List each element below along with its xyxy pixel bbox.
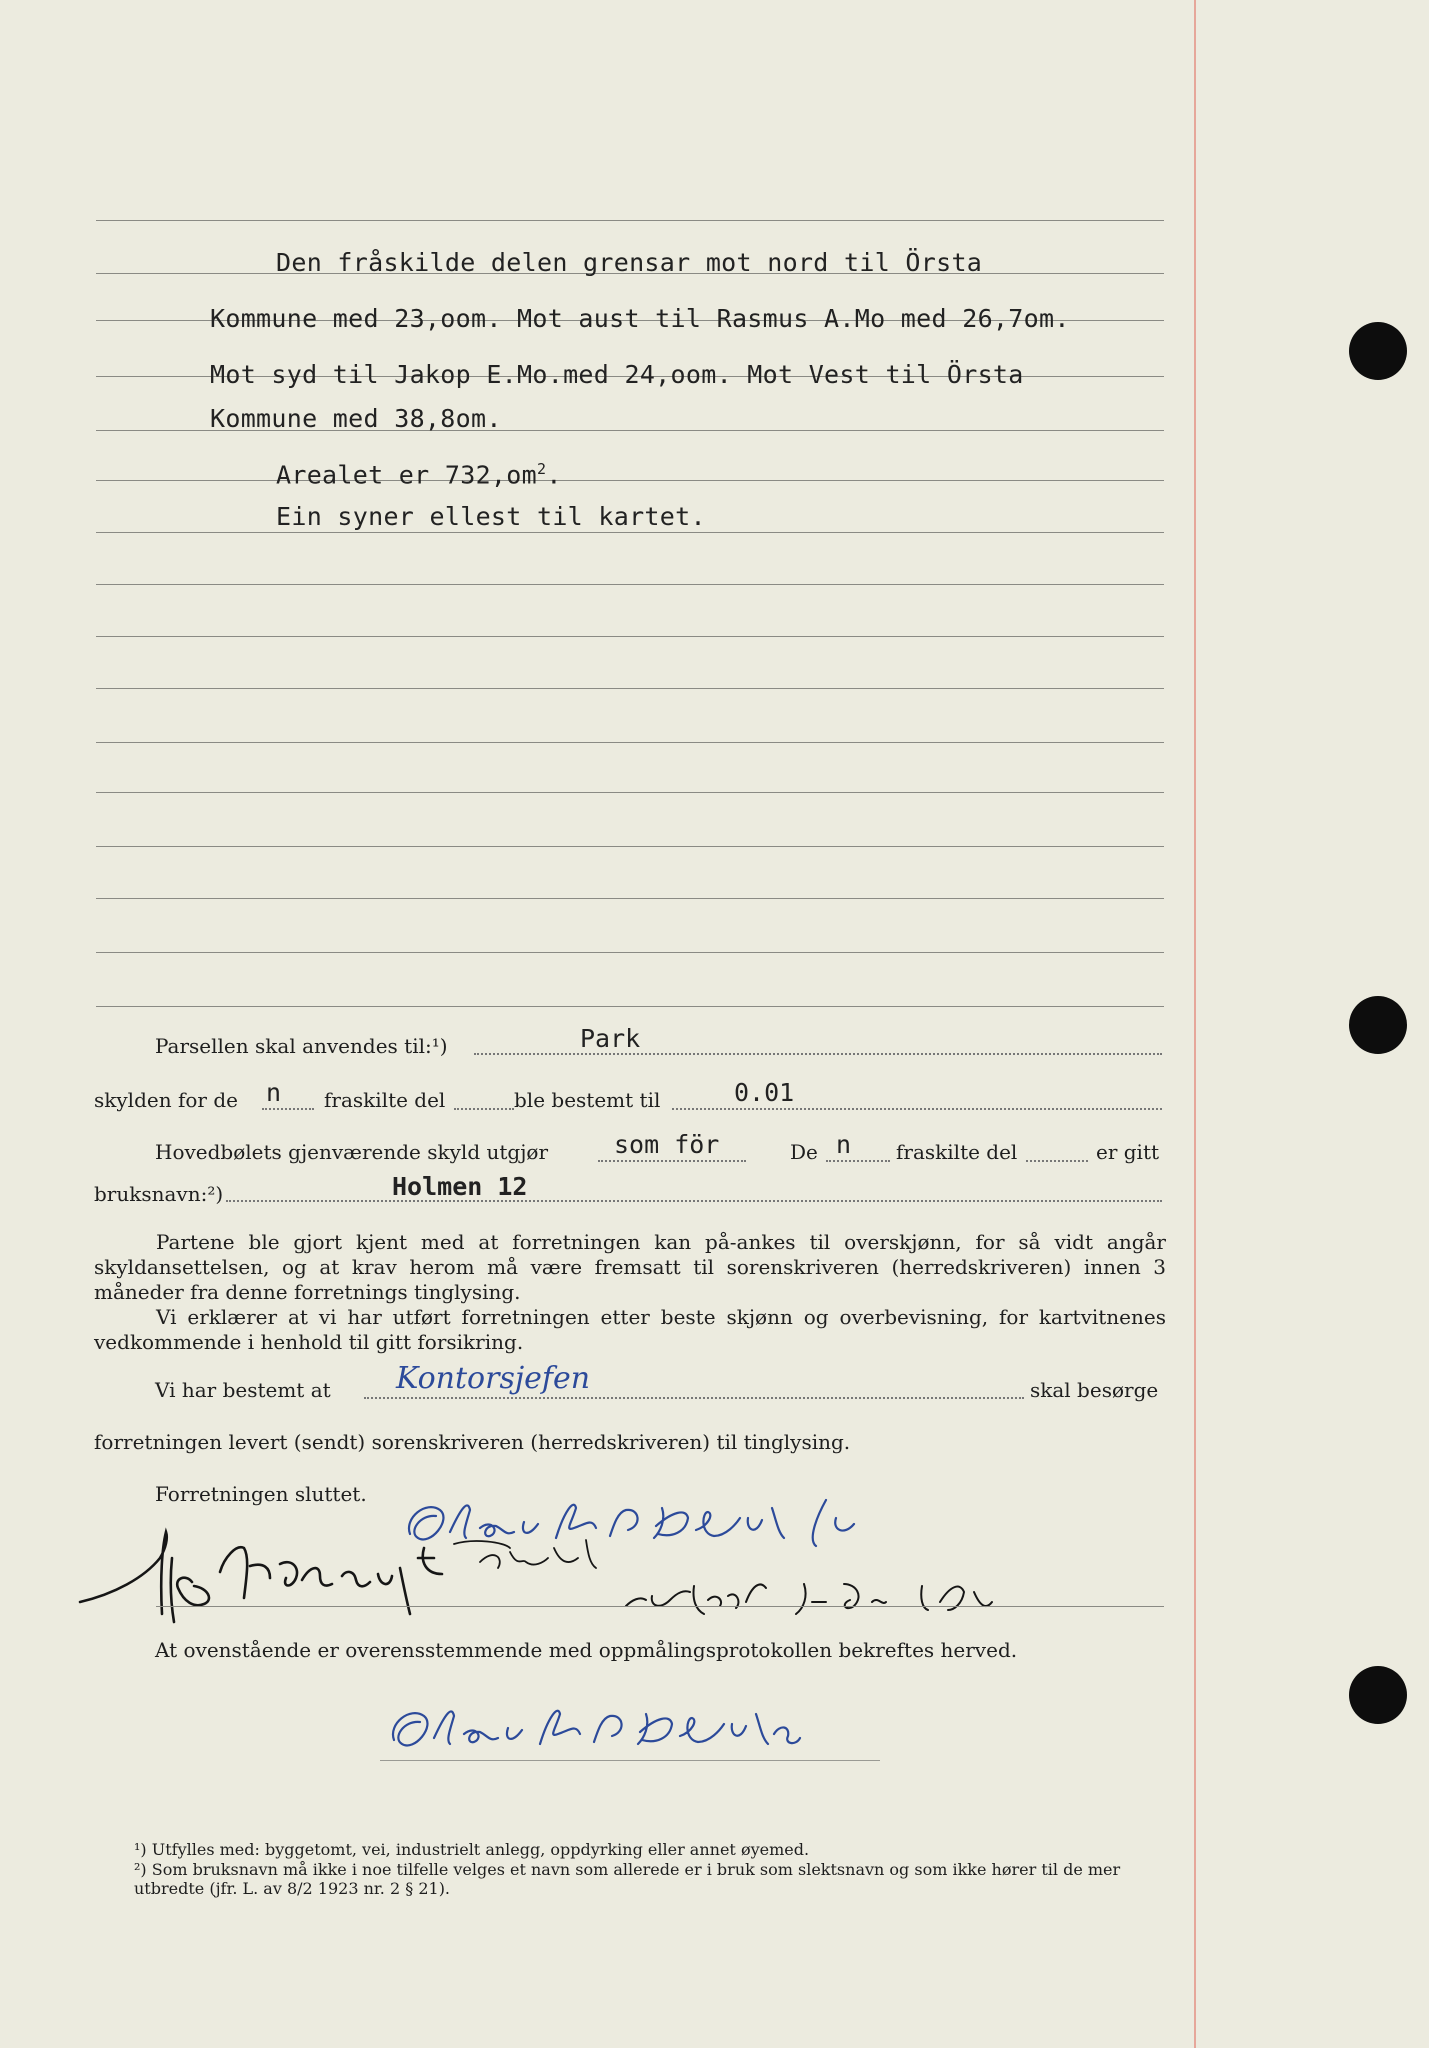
ruled-line <box>96 636 1164 637</box>
kontorsjefen-handwriting <box>392 1356 752 1404</box>
footnote-2: ²) Som bruksnavn må ikke i noe tilfelle velges et navn som allerede er i bruk som slektsnavn og som ikke hører til de mer utbredte (jfr. L. av 8/2 1923 nr. 2 § 21). <box>134 1860 1121 1898</box>
signature-rule <box>156 1606 1164 1607</box>
ruled-line <box>96 480 1164 481</box>
parsellen-dots <box>474 1053 1162 1055</box>
hovedbol-dots <box>598 1160 746 1162</box>
forretningen-levert: forretningen levert (sendt) sorenskriveren (herredskriveren) til tinglysing. <box>94 1430 851 1454</box>
parsellen-label: Parsellen skal anvendes til:¹) <box>155 1034 448 1058</box>
de-fraskilte-label: fraskilte del <box>896 1140 1018 1164</box>
skylden-dots-3 <box>672 1108 1162 1110</box>
ruled-line <box>96 1006 1164 1007</box>
footnote-1: ¹) Utfylles med: byggetomt, vei, industrielt anlegg, oppdyrking eller annet øyemed. <box>134 1840 810 1859</box>
skylden-value: 0.01 <box>734 1078 795 1107</box>
skylden-suffix: n <box>266 1078 282 1107</box>
er-gitt-label: er gitt <box>1096 1140 1160 1164</box>
bestemt-value: Kontorsjefen <box>396 1361 591 1396</box>
signature-4 <box>380 1694 860 1768</box>
punch-hole-middle <box>1349 996 1407 1054</box>
bestemt-til-label: ble bestemt til <box>514 1088 661 1112</box>
de-fraskilte-dots <box>1026 1160 1088 1162</box>
skylden-dots-2 <box>454 1108 514 1110</box>
punch-hole-top <box>1349 322 1407 380</box>
ruled-line <box>96 584 1164 585</box>
de-label: De <box>790 1140 818 1164</box>
de-suffix: n <box>836 1130 852 1159</box>
de-dots <box>826 1160 890 1162</box>
description-line-4: Kommune med 38,8om. <box>210 404 502 433</box>
ovenstaende-text: At ovenstående er overensstemmende med oppmålingsprotokollen bekreftes herved. <box>155 1638 1018 1662</box>
bruksnavn-value: Holmen 12 <box>392 1172 528 1201</box>
bruksnavn-label: bruksnavn:²) <box>94 1182 224 1206</box>
fraskilte-label: fraskilte del <box>324 1088 446 1112</box>
margin-rule <box>1194 0 1196 2048</box>
erklaerer-paragraph <box>94 1305 1166 1355</box>
ruled-line <box>96 742 1164 743</box>
description-line-1: Den fråskilde delen grensar mot nord til Örsta <box>276 248 983 277</box>
ruled-line <box>96 792 1164 793</box>
partene-paragraph <box>94 1230 1166 1305</box>
ruled-line <box>96 688 1164 689</box>
area-superscript: 2 <box>536 460 547 478</box>
description-line-5 <box>276 460 562 489</box>
besorge-label: skal besørge <box>1030 1378 1159 1402</box>
area-text: Arealet er 732,om <box>276 460 537 490</box>
skylden-label: skylden for de <box>94 1088 238 1112</box>
bestemt-at-label: Vi har bestemt at <box>155 1378 331 1402</box>
partene-text: Partene ble gjort kjent med at forretningen kan på-ankes til overskjønn, for så vidt angår skyldansettelsen, og at krav herom må være fremsatt til sorenskriveren (herredskriveren) innen 3 måneder fra denne forretnings tinglysing. <box>94 1230 1166 1304</box>
hovedbol-value: som för <box>614 1130 720 1159</box>
ruled-line <box>96 952 1164 953</box>
erklaerer-text: Vi erklærer at vi har utført forretningen etter beste skjønn og overbevisning, for kartvitnenes vedkommende i henhold til gitt forsikring. <box>94 1305 1166 1354</box>
skylden-dots-1 <box>262 1108 314 1110</box>
signature-3 <box>620 1566 1070 1626</box>
hovedbol-label: Hovedbølets gjenværende skyld utgjør <box>155 1140 549 1164</box>
punch-hole-bottom <box>1349 1666 1407 1724</box>
description-line-3: Mot syd til Jakop E.Mo.med 24,oom. Mot Vest til Örsta <box>210 360 1024 389</box>
ruled-line <box>96 220 1164 221</box>
description-line-6: Ein syner ellest til kartet. <box>276 502 706 531</box>
description-line-2: Kommune med 23,oom. Mot aust til Rasmus A.Mo med 26,7om. <box>210 304 1070 333</box>
area-end: . <box>546 460 562 490</box>
signature-4-rule <box>380 1760 880 1761</box>
signature-2 <box>74 1518 634 1642</box>
ruled-line <box>96 846 1164 847</box>
parsellen-value: Park <box>580 1024 641 1053</box>
bruksnavn-dots <box>226 1200 1162 1202</box>
ruled-line <box>96 898 1164 899</box>
ruled-line <box>96 532 1164 533</box>
forretningen-sluttet: Forretningen sluttet. <box>155 1482 367 1506</box>
